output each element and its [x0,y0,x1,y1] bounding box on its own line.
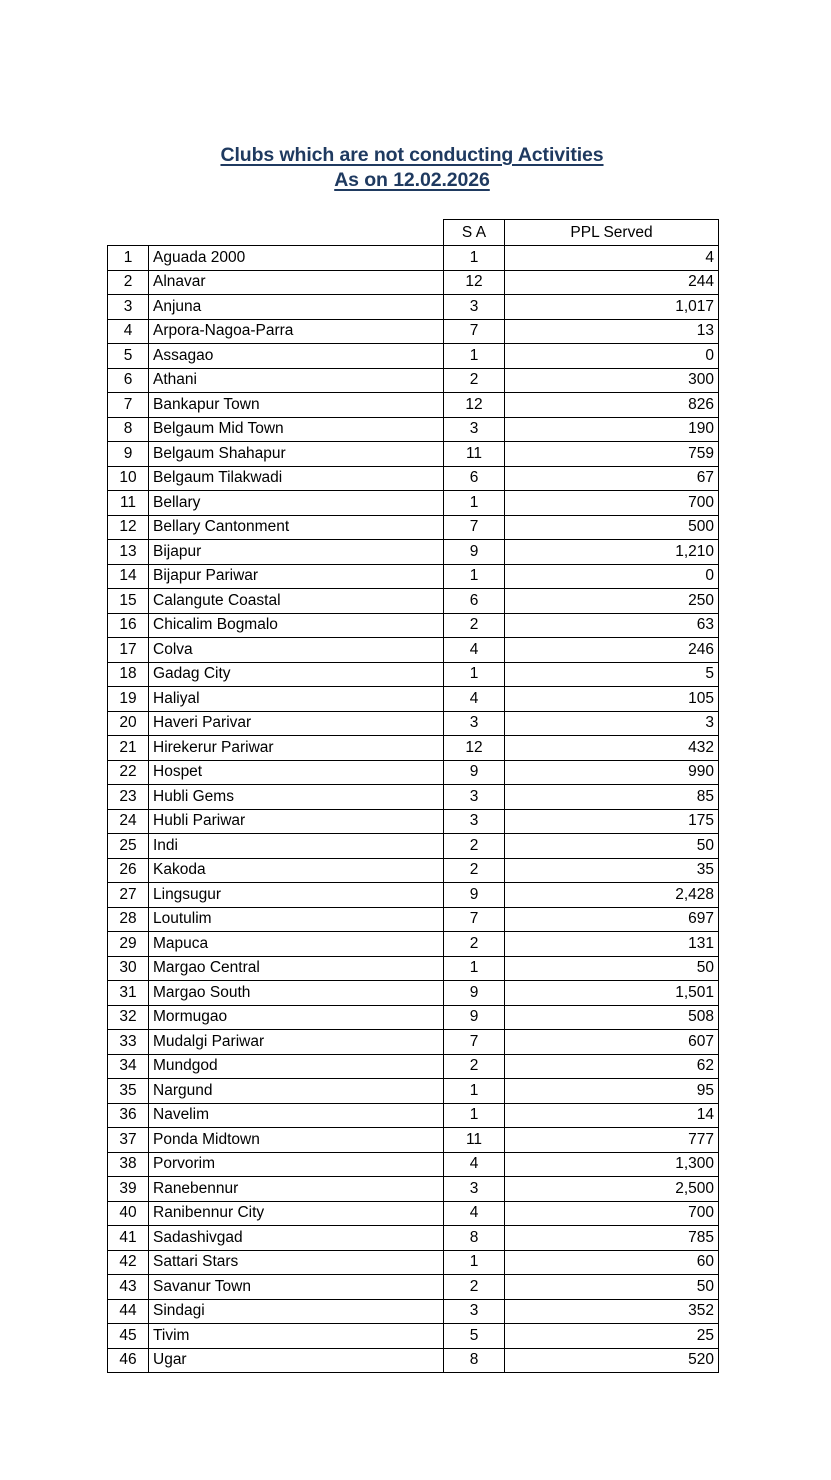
cell-ppl-served: 5 [505,662,719,687]
cell-sa: 4 [444,1201,505,1226]
table-row [108,736,719,761]
cell-sa: 11 [444,442,505,467]
cell-club-name: Savanur Town [149,1275,444,1300]
cell-club-name: Mapuca [149,932,444,957]
cell-club-name: Navelim [149,1103,444,1128]
table-row [108,515,719,540]
cell-ppl-served: 250 [505,589,719,614]
cell-sa: 3 [444,417,505,442]
cell-club-name: Sindagi [149,1299,444,1324]
cell-sa: 2 [444,858,505,883]
cell-club-name: Bijapur [149,540,444,565]
table-row [108,662,719,687]
cell-ppl-served: 500 [505,515,719,540]
cell-club-name: Indi [149,834,444,859]
cell-ppl-served: 50 [505,956,719,981]
cell-club-name: Loutulim [149,907,444,932]
cell-index: 24 [108,809,149,834]
table-row [108,1103,719,1128]
table-row [108,1250,719,1275]
cell-sa: 3 [444,785,505,810]
cell-ppl-served: 175 [505,809,719,834]
table-row [108,1348,719,1373]
table-row [108,613,719,638]
cell-sa: 12 [444,736,505,761]
cell-ppl-served: 607 [505,1030,719,1055]
cell-club-name: Kakoda [149,858,444,883]
table-row [108,589,719,614]
table-row [108,368,719,393]
cell-index: 20 [108,711,149,736]
table-row [108,1005,719,1030]
cell-ppl-served: 785 [505,1226,719,1251]
cell-ppl-served: 352 [505,1299,719,1324]
cell-ppl-served: 95 [505,1079,719,1104]
cell-sa: 2 [444,613,505,638]
cell-club-name: Ponda Midtown [149,1128,444,1153]
cell-ppl-served: 1,300 [505,1152,719,1177]
table-row [108,1177,719,1202]
cell-ppl-served: 1,501 [505,981,719,1006]
cell-index: 15 [108,589,149,614]
cell-index: 23 [108,785,149,810]
cell-sa: 9 [444,883,505,908]
table-row [108,564,719,589]
cell-sa: 1 [444,564,505,589]
page-title-line-1-text: Clubs which are not conducting Activities [220,144,604,166]
cell-index: 4 [108,319,149,344]
cell-index: 5 [108,344,149,369]
cell-sa: 11 [444,1128,505,1153]
cell-ppl-served: 13 [505,319,719,344]
cell-ppl-served: 131 [505,932,719,957]
cell-ppl-served: 246 [505,638,719,663]
cell-index: 44 [108,1299,149,1324]
cell-sa: 1 [444,344,505,369]
cell-sa: 1 [444,246,505,271]
table-row [108,834,719,859]
table-row [108,344,719,369]
table-row [108,1275,719,1300]
cell-ppl-served: 3 [505,711,719,736]
cell-ppl-served: 990 [505,760,719,785]
cell-index: 41 [108,1226,149,1251]
cell-index: 31 [108,981,149,1006]
table-row [108,687,719,712]
cell-club-name: Margao South [149,981,444,1006]
cell-index: 18 [108,662,149,687]
cell-club-name: Gadag City [149,662,444,687]
cell-index: 39 [108,1177,149,1202]
cell-sa: 12 [444,393,505,418]
cell-ppl-served: 700 [505,491,719,516]
cell-sa: 6 [444,589,505,614]
table-row [108,442,719,467]
cell-club-name: Mormugao [149,1005,444,1030]
cell-index: 36 [108,1103,149,1128]
table-row [108,883,719,908]
cell-ppl-served: 1,210 [505,540,719,565]
cell-ppl-served: 67 [505,466,719,491]
cell-index: 40 [108,1201,149,1226]
cell-sa: 9 [444,760,505,785]
cell-index: 22 [108,760,149,785]
table-header [108,220,719,246]
cell-ppl-served: 826 [505,393,719,418]
cell-sa: 3 [444,809,505,834]
cell-sa: 9 [444,1005,505,1030]
cell-club-name: Hospet [149,760,444,785]
cell-club-name: Ranibennur City [149,1201,444,1226]
cell-ppl-served: 0 [505,344,719,369]
cell-ppl-served: 0 [505,564,719,589]
cell-sa: 2 [444,1275,505,1300]
cell-index: 25 [108,834,149,859]
table-body [108,246,719,1373]
cell-sa: 2 [444,368,505,393]
cell-index: 1 [108,246,149,271]
cell-club-name: Aguada 2000 [149,246,444,271]
cell-ppl-served: 300 [505,368,719,393]
cell-club-name: Colva [149,638,444,663]
page-title-line-2 [0,168,824,193]
cell-club-name: Porvorim [149,1152,444,1177]
table-row [108,711,719,736]
cell-club-name: Calangute Coastal [149,589,444,614]
cell-sa: 8 [444,1348,505,1373]
table-row [108,246,719,271]
cell-ppl-served: 759 [505,442,719,467]
cell-club-name: Haliyal [149,687,444,712]
cell-ppl-served: 2,500 [505,1177,719,1202]
cell-index: 11 [108,491,149,516]
page-title-line-1 [0,143,824,168]
table-row [108,1152,719,1177]
cell-club-name: Belgaum Shahapur [149,442,444,467]
table-row [108,491,719,516]
cell-sa: 1 [444,491,505,516]
cell-sa: 9 [444,981,505,1006]
cell-club-name: Hubli Gems [149,785,444,810]
cell-index: 46 [108,1348,149,1373]
cell-ppl-served: 25 [505,1324,719,1349]
table-row [108,1299,719,1324]
table-row [108,1324,719,1349]
cell-ppl-served: 244 [505,270,719,295]
cell-ppl-served: 697 [505,907,719,932]
cell-sa: 3 [444,711,505,736]
cell-ppl-served: 85 [505,785,719,810]
cell-club-name: Ugar [149,1348,444,1373]
column-header-ppl-served: PPL Served [505,220,719,246]
table-row [108,270,719,295]
cell-index: 45 [108,1324,149,1349]
cell-club-name: Nargund [149,1079,444,1104]
cell-ppl-served: 105 [505,687,719,712]
cell-ppl-served: 60 [505,1250,719,1275]
cell-ppl-served: 63 [505,613,719,638]
cell-index: 10 [108,466,149,491]
document-title-block [0,143,824,193]
table-row [108,319,719,344]
cell-sa: 4 [444,1152,505,1177]
table-row [108,393,719,418]
cell-index: 21 [108,736,149,761]
cell-index: 16 [108,613,149,638]
cell-club-name: Alnavar [149,270,444,295]
cell-sa: 7 [444,1030,505,1055]
cell-club-name: Belgaum Mid Town [149,417,444,442]
cell-sa: 5 [444,1324,505,1349]
cell-index: 33 [108,1030,149,1055]
cell-club-name: Anjuna [149,295,444,320]
table-row [108,466,719,491]
column-header-sa: S A [444,220,505,246]
cell-club-name: Hubli Pariwar [149,809,444,834]
cell-sa: 2 [444,1054,505,1079]
cell-club-name: Belgaum Tilakwadi [149,466,444,491]
cell-sa: 3 [444,295,505,320]
cell-index: 38 [108,1152,149,1177]
cell-sa: 4 [444,638,505,663]
cell-ppl-served: 700 [505,1201,719,1226]
cell-sa: 2 [444,834,505,859]
cell-sa: 9 [444,540,505,565]
cell-club-name: Lingsugur [149,883,444,908]
table-row [108,809,719,834]
cell-index: 9 [108,442,149,467]
table-row [108,295,719,320]
column-header-index [108,220,149,246]
cell-club-name: Mudalgi Pariwar [149,1030,444,1055]
cell-index: 2 [108,270,149,295]
cell-index: 6 [108,368,149,393]
cell-club-name: Bankapur Town [149,393,444,418]
table-row [108,981,719,1006]
column-header-club-name [149,220,444,246]
cell-club-name: Ranebennur [149,1177,444,1202]
table-row [108,638,719,663]
table-row [108,785,719,810]
cell-sa: 1 [444,956,505,981]
cell-club-name: Bellary Cantonment [149,515,444,540]
table-header-row [108,220,719,246]
table-row [108,858,719,883]
table-row [108,956,719,981]
cell-index: 19 [108,687,149,712]
cell-club-name: Bellary [149,491,444,516]
cell-sa: 1 [444,1103,505,1128]
cell-club-name: Margao Central [149,956,444,981]
cell-sa: 7 [444,515,505,540]
cell-sa: 7 [444,907,505,932]
cell-sa: 1 [444,662,505,687]
cell-club-name: Hirekerur Pariwar [149,736,444,761]
page-title-line-2-text: As on 12.02.2026 [334,169,490,191]
cell-sa: 2 [444,932,505,957]
cell-ppl-served: 4 [505,246,719,271]
cell-ppl-served: 14 [505,1103,719,1128]
cell-club-name: Assagao [149,344,444,369]
cell-club-name: Arpora-Nagoa-Parra [149,319,444,344]
cell-ppl-served: 777 [505,1128,719,1153]
table-row [108,1128,719,1153]
table-row [108,760,719,785]
cell-club-name: Chicalim Bogmalo [149,613,444,638]
cell-club-name: Bijapur Pariwar [149,564,444,589]
cell-index: 32 [108,1005,149,1030]
cell-index: 7 [108,393,149,418]
cell-sa: 3 [444,1177,505,1202]
cell-ppl-served: 62 [505,1054,719,1079]
cell-index: 13 [108,540,149,565]
cell-ppl-served: 50 [505,1275,719,1300]
table-row [108,1226,719,1251]
cell-index: 26 [108,858,149,883]
table-row [108,907,719,932]
table-row [108,932,719,957]
cell-index: 29 [108,932,149,957]
cell-ppl-served: 190 [505,417,719,442]
clubs-table [107,219,719,1373]
table-row [108,417,719,442]
cell-index: 34 [108,1054,149,1079]
cell-ppl-served: 508 [505,1005,719,1030]
cell-ppl-served: 2,428 [505,883,719,908]
cell-index: 14 [108,564,149,589]
cell-index: 43 [108,1275,149,1300]
table-row [108,1079,719,1104]
cell-sa: 4 [444,687,505,712]
table-row [108,540,719,565]
cell-index: 8 [108,417,149,442]
cell-club-name: Athani [149,368,444,393]
cell-index: 27 [108,883,149,908]
cell-sa: 1 [444,1079,505,1104]
cell-index: 35 [108,1079,149,1104]
cell-ppl-served: 520 [505,1348,719,1373]
cell-sa: 8 [444,1226,505,1251]
cell-club-name: Sadashivgad [149,1226,444,1251]
cell-index: 28 [108,907,149,932]
cell-sa: 7 [444,319,505,344]
cell-index: 42 [108,1250,149,1275]
cell-club-name: Sattari Stars [149,1250,444,1275]
cell-club-name: Tivim [149,1324,444,1349]
table-row [108,1054,719,1079]
cell-club-name: Haveri Parivar [149,711,444,736]
cell-index: 3 [108,295,149,320]
cell-sa: 3 [444,1299,505,1324]
table-row [108,1201,719,1226]
cell-ppl-served: 1,017 [505,295,719,320]
cell-sa: 12 [444,270,505,295]
cell-index: 30 [108,956,149,981]
cell-index: 12 [108,515,149,540]
table-row [108,1030,719,1055]
cell-ppl-served: 432 [505,736,719,761]
clubs-table-container [107,219,718,1373]
cell-index: 17 [108,638,149,663]
cell-sa: 1 [444,1250,505,1275]
cell-index: 37 [108,1128,149,1153]
cell-club-name: Mundgod [149,1054,444,1079]
cell-sa: 6 [444,466,505,491]
cell-ppl-served: 50 [505,834,719,859]
cell-ppl-served: 35 [505,858,719,883]
